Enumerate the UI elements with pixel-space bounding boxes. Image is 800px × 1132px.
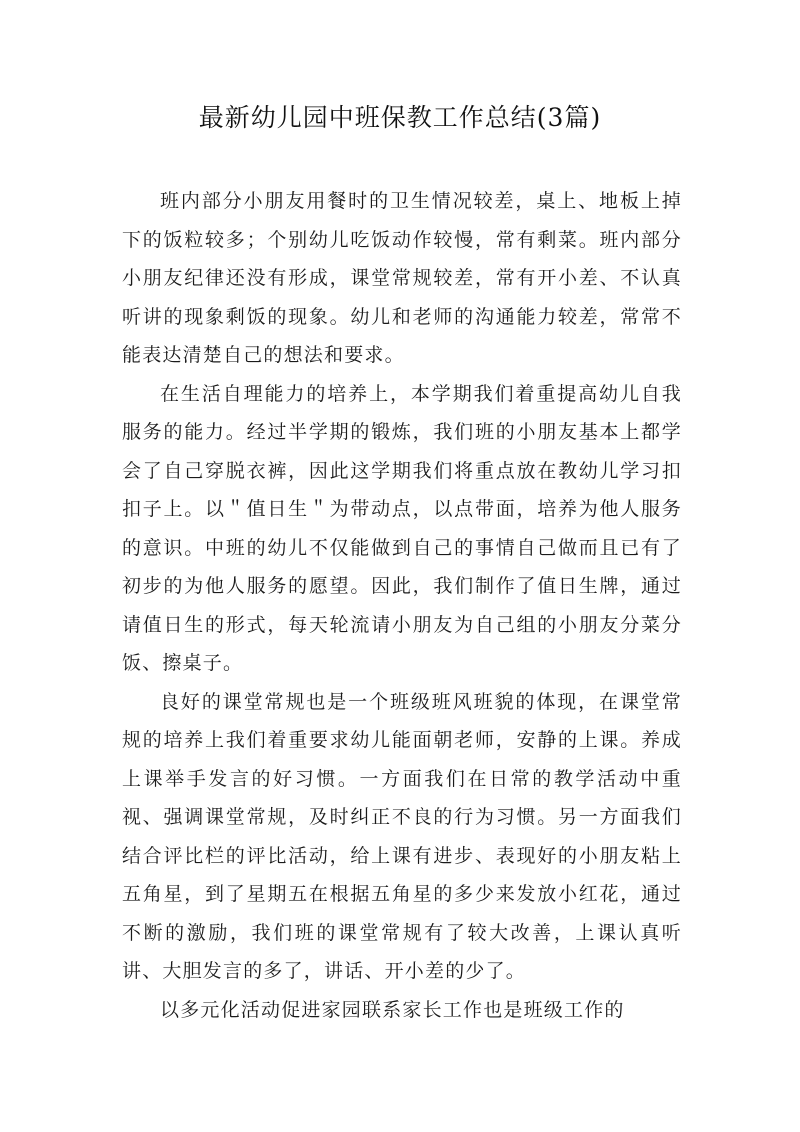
document-body [122, 182, 682, 1029]
paragraph: 班内部分小朋友用餐时的卫生情况较差，桌上、地板上掉下的饭粒较多；个别幼儿吃饭动作较慢，常有剩菜。班内部分小朋友纪律还没有形成，课堂常规较差，常有开小差、不认真听讲的现象剩饭的现象。幼儿和老师的沟通能力较差，常常不能表达清楚自己的想法和要求。 [122, 190, 682, 366]
page-title: 最新幼儿园中班保教工作总结(3篇) [198, 103, 602, 132]
paragraph: 在生活自理能力的培养上，本学期我们着重提高幼儿自我服务的能力。经过半学期的锻炼，我们班的小朋友基本上都学会了自己穿脱衣裤，因此这学期我们将重点放在教幼儿学习扣扣子上。以＂值日生＂为带动点，以点带面，培养为他人服务的意识。中班的幼儿不仅能做到自己的事情自己做而且已有了初步的为他人服务的愿望。因此，我们制作了值日生牌，通过请值日生的形式，每天轮流请小朋友为自己组的小朋友分菜分饭、擦桌子。 [122, 382, 682, 674]
paragraph: 良好的课堂常规也是一个班级班风班貌的体现，在课堂常规的培养上我们着重要求幼儿能面朝老师，安静的上课。养成上课举手发言的好习惯。一方面我们在日常的教学活动中重视、强调课堂常规，及时纠正不良的行为习惯。另一方面我们结合评比栏的评比活动，给上课有进步、表现好的小朋友粘上五角星，到了星期五在根据五角星的多少来发放小红花，通过不断的激励，我们班的课堂常规有了较大改善，上课认真听讲、大胆发言的多了，讲话、开小差的少了。 [122, 690, 682, 982]
paragraph: 以多元化活动促进家园联系家长工作也是班级工作的 [160, 998, 625, 1021]
